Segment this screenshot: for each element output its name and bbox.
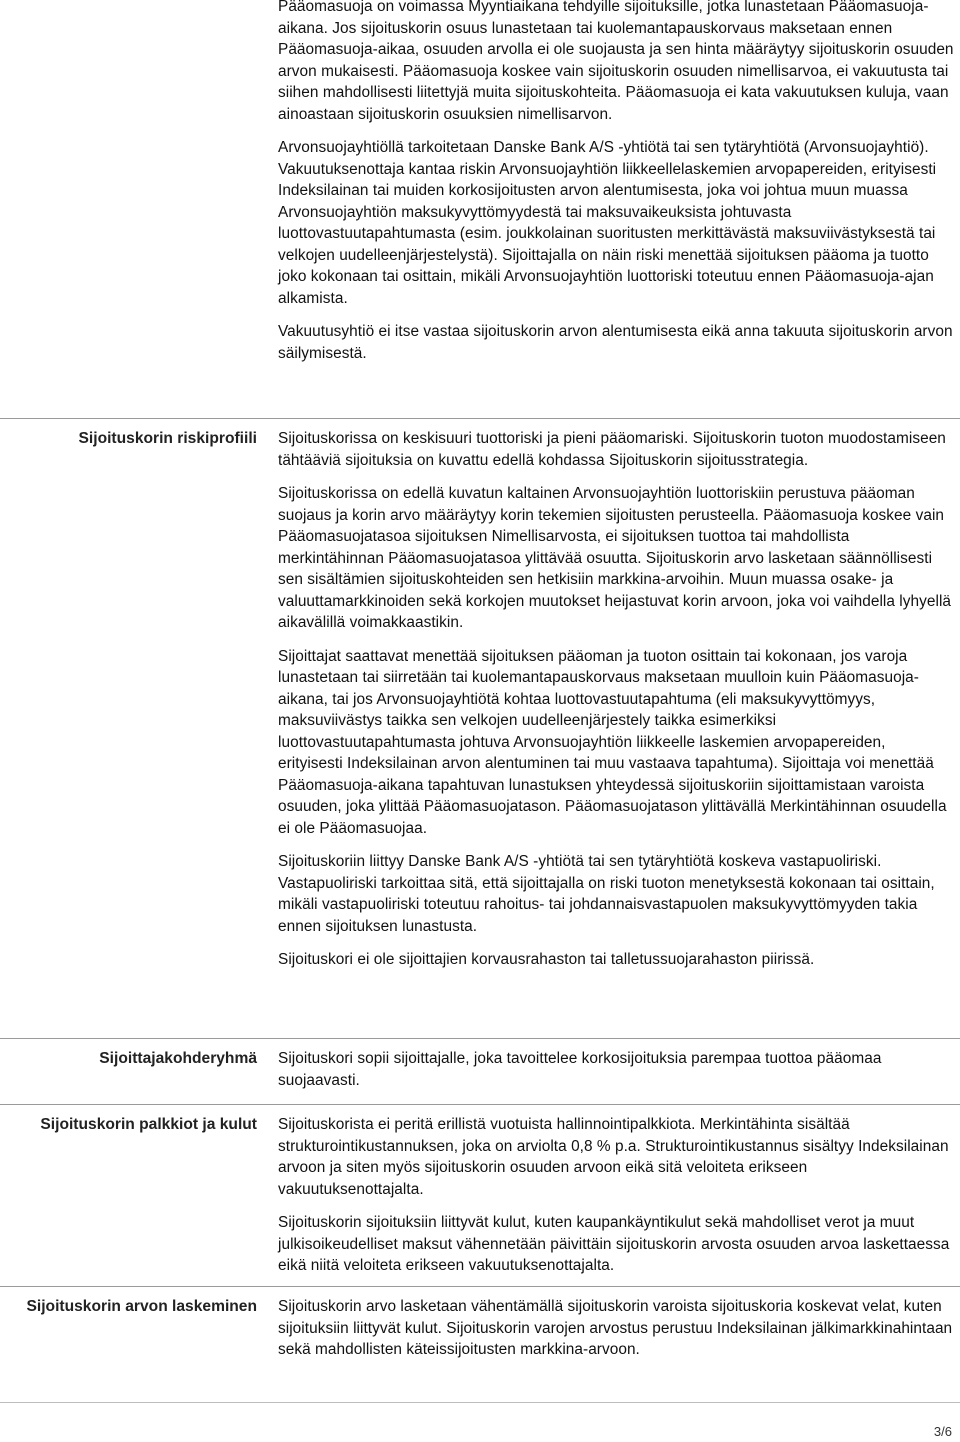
risk-paragraph-1: Sijoituskorissa on keskisuuri tuottoriski ja pieni pääomariski. Sijoituskorin tuoton muodostamiseen tähtääviä sijoituksia on kuvattu edellä kohdassa Sijoituskorin sijoitusstrategia.: [278, 430, 946, 469]
intro-text-block: [278, 0, 954, 376]
intro-paragraph-2: Arvonsuojayhtiöllä tarkoitetaan Danske Bank A/S -yhtiötä tai sen tytäryhtiötä (Arvonsuojayhtiö). Vakuutuksenottaja kantaa riskin Arvonsuojayhtiön liikkeellelaskemien arvopapereiden, erityisesti Indeksilainan tai muiden korkosijoitusten arvon alentumisesta, joka voi johtua muun muassa Arvonsuojayhtiön maksukyvyttömyydestä tai maksuvaikeuksista johtuvasta luottovastuutapahtumasta (esim. joukkolainan suoritusten merkittävästä maksuviivästyksestä tai velkojen uudelleenjärjestelystä). Sijoittajalla on näin riski menettää sijoituksen pääoma ja tuotto joko kokonaan tai osittain, mikäli Arvonsuojayhtiön luottoriski toteutuu ennen Pääomasuoja-ajan alkamista.: [278, 139, 937, 307]
section-body-risk-profile: [278, 428, 954, 983]
risk-paragraph-5: Sijoituskori ei ole sijoittajien korvausrahaston tai talletussuojarahaston piirissä.: [278, 951, 815, 968]
section-body-target-group: [278, 1048, 954, 1103]
section-divider: [0, 1038, 960, 1039]
section-label-valuation: Sijoituskorin arvon laskeminen: [26, 1298, 257, 1315]
intro-paragraph-3: Vakuutusyhtiö ei itse vastaa sijoituskorin arvon alentumisesta eikä anna takuuta sijoituskorin arvon säilymisestä.: [278, 323, 953, 362]
risk-paragraph-4: Sijoituskoriin liittyy Danske Bank A/S -yhtiötä tai sen tytäryhtiötä koskeva vastapuoliriski. Vastapuoliriski tarkoittaa sitä, että sijoittajalla on riski tuoton menetyksestä kokonaan tai osittain, mikäli vastapuoliriski toteutuu rahoitus- tai johdannaisvastapuolen maksukyvyttömyyden takia ennen sijoituksen lunastusta.: [278, 853, 935, 935]
section-divider: [0, 418, 960, 419]
target-paragraph-1: Sijoituskori sopii sijoittajalle, joka tavoittelee korkosijoituksia parempaa tuottoa pääomaa suojaavasti.: [278, 1050, 882, 1089]
section-label-target-group: Sijoittajakohderyhmä: [99, 1050, 257, 1067]
footer-divider: [0, 1402, 960, 1403]
section-label-risk-profile: Sijoituskorin riskiprofiili: [78, 430, 257, 447]
risk-paragraph-2: Sijoituskorissa on edellä kuvatun kaltainen Arvonsuojayhtiön luottoriskiin perustuva pääoman suojaus ja korin arvo määräytyy korin tekemien sijoitusten perusteella. Pääomasuoja koskee vain Pääomasuojatasoa sijoituksen Nimellisarvosta, ei sijoituksen tuottoa tai mahdollista merkintähinnan Pääomasuojatasoa ylittävää osuutta. Sijoituskorin arvo lasketaan säännöllisesti sen sisältämien sijoituskohteiden sen hetkisiin markkina-arvoihin. Muun muassa osake- ja valuuttamarkkinoiden sekä korkojen muutokset heijastuvat korin arvoon, joka voi vaihdella lyhyellä aikavälillä voimakkaastikin.: [278, 485, 952, 631]
section-divider: [0, 1286, 960, 1287]
section-label-fees: Sijoituskorin palkkiot ja kulut: [40, 1116, 257, 1133]
section-divider: [0, 1104, 960, 1105]
page-number: 3/6: [933, 1424, 952, 1439]
fees-paragraph-1: Sijoituskorista ei peritä erillistä vuotuista hallinnointipalkkiota. Merkintähinta sisältää strukturointikustannuksen, joka on arviolta 0,8 % p.a. Strukturointikustannus sisältyy Indeksilainan arvoon ja siten myös sijoituskorin osuuden arvoon eikä sitä veloiteta erikseen vakuutuksenottajalta.: [278, 1116, 949, 1198]
valuation-paragraph-1: Sijoituskorin arvo lasketaan vähentämällä sijoituskorin varoista sijoituskoria koskevat velat, kuten sijoituksiin liittyvät kulut. Sijoituskorin varojen arvostus perustuu Indeksilainan jälkimarkkinahintaan sekä mahdollisten käteissijoitusten markkina-arvoon.: [278, 1298, 953, 1358]
fees-paragraph-2: Sijoituskorin sijoituksiin liittyvät kulut, kuten kaupankäyntikulut sekä mahdolliset verot ja muut julkisoikeudelliset maksut vähennetään päivittäin sijoituskorin arvosta osuuden arvoa laskettaessa eikä niitä veloiteta erikseen vakuutuksenottajalta.: [278, 1214, 950, 1274]
section-body-valuation: [278, 1296, 954, 1373]
section-body-fees: [278, 1114, 954, 1289]
risk-paragraph-3: Sijoittajat saattavat menettää sijoituksen pääoman ja tuoton osittain tai kokonaan, jos varoja lunastetaan tai siirretään tai kuolemantapauskorvaus maksetaan muulloin kuin Pääomasuoja-aikana, tai jos Arvonsuojayhtiötä kohtaa luottovastuutapahtuma (eli maksukyvyttömyys, maksuviivästys taikka sen velkojen uudelleenjärjestely taikka esimerkiksi luottovastuutapahtumasta johtuva Arvonsuojayhtiön liikkeelle laskemien arvopapereiden, erityisesti Indeksilainan arvon alentuminen tai muu vastaava tapahtuma). Sijoittaja voi menettää Pääomasuoja-aikana tapahtuvan lunastuksen yhteydessä sijoituskoriin sijoittamistaan varoista osuuden, joka ylittää Pääomasuojatason. Pääomasuojatason ylittävällä Merkintähinnan osuudella ei ole Pääomasuojaa.: [278, 647, 947, 837]
intro-paragraph-1: Pääomasuoja on voimassa Myyntiaikana tehdyille sijoituksille, jotka lunastetaan Pääomasuoja-aikana. Jos sijoituskorin osuus lunastetaan tai kuolemantapauskorvaus maksetaan ennen Pääomasuoja-aikaa, osuuden arvolla ei ole suojausta ja sen hinta määräytyy sijoituskorin osuuden arvon mukaisesti. Pääomasuoja koskee vain sijoituskorin osuuden nimellisarvoa, ei vakuutusta tai siihen mahdollisesti liitettyjä muita sijoituskohteita. Pääomasuoja ei kata vakuutuksen kuluja, vaan ainoastaan sijoituskorin osuuksien nimellisarvon.: [278, 0, 954, 123]
